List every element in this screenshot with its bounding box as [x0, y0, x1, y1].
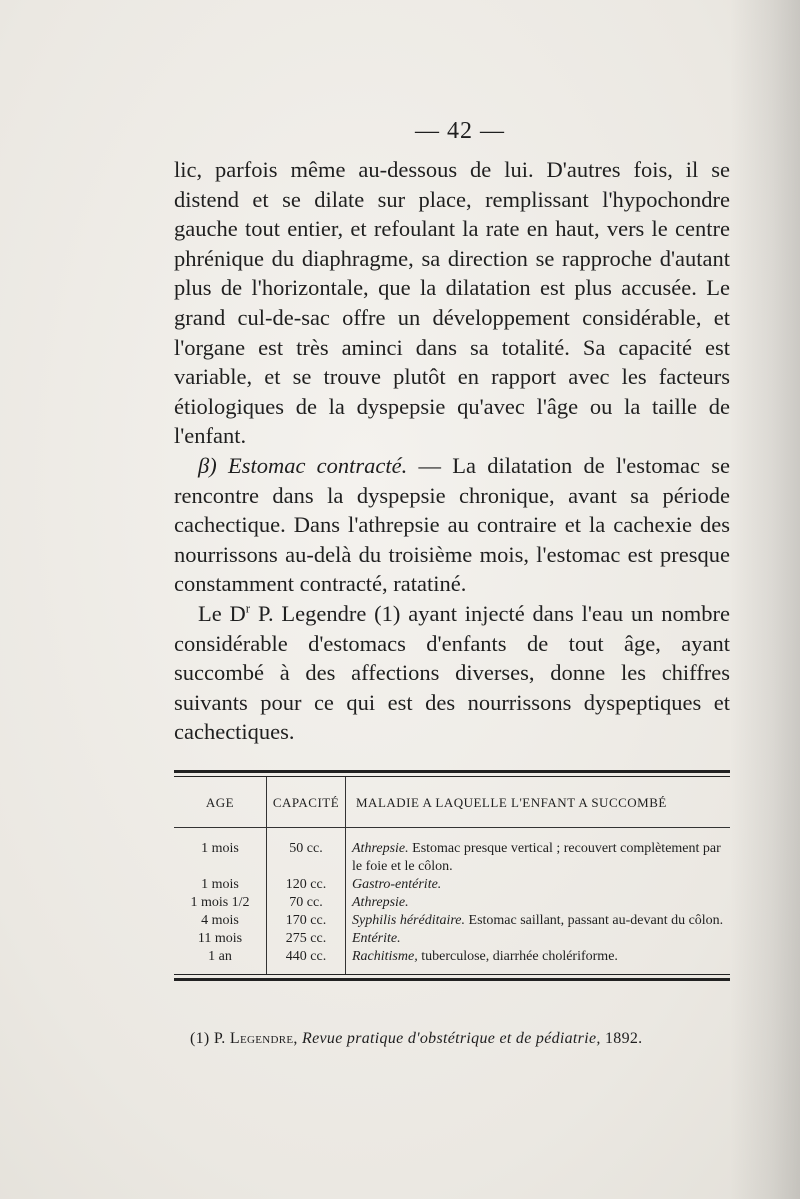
cell-capacite: 275 cc. [267, 930, 346, 948]
disease-note: Estomac saillant, passant au-devant du côlon. [465, 913, 724, 928]
disease-name: Gastro-entérite. [352, 877, 442, 892]
cell-maladie [346, 948, 731, 974]
header-capacite: CAPACITÉ [267, 777, 346, 828]
disease-note: tuberculose, diarrhée cholériforme. [417, 949, 618, 964]
page-edge-shadow [730, 0, 800, 1199]
paragraph-2-text: — La dilatation de l'estomac se rencontre dans la dyspepsie chronique, avant sa période cachectique. Dans l'athrepsie au contraire et la cachexie des nourrissons au-delà du troisième mois, l'estomac est presque constamment contracté, ratatiné. [174, 452, 730, 597]
section-heading: β) Estomac contracté. [198, 452, 408, 478]
footnote-journal: Revue pratique d'obstétrique et de pédiatrie, [302, 1030, 601, 1047]
disease-name: Entérite. [352, 931, 401, 946]
paragraph-2 [174, 451, 730, 599]
disease-name: Rachitisme, [352, 949, 418, 964]
cell-capacite: 70 cc. [267, 894, 346, 912]
capacity-table [174, 770, 730, 981]
table-row [174, 876, 730, 894]
table-row [174, 894, 730, 912]
table [174, 777, 730, 974]
table-row [174, 828, 730, 877]
footnote-year: 1892. [604, 1030, 643, 1047]
cell-maladie [346, 828, 731, 877]
paragraph-3 [174, 599, 730, 747]
footnote-author: Legendre, [229, 1030, 298, 1047]
page-number: — 42 — [415, 118, 505, 144]
cell-age: 1 mois [174, 876, 267, 894]
disease-name: Athrepsie. [352, 841, 409, 856]
cell-maladie [346, 876, 731, 894]
table-header-row [174, 777, 730, 828]
footnote [190, 1030, 750, 1048]
cell-capacite: 50 cc. [267, 828, 346, 877]
cell-capacite: 120 cc. [267, 876, 346, 894]
cell-maladie [346, 930, 731, 948]
cell-capacite: 170 cc. [267, 912, 346, 930]
table-row [174, 930, 730, 948]
cell-age: 1 an [174, 948, 267, 974]
body-text [174, 155, 730, 747]
cell-age: 11 mois [174, 930, 267, 948]
cell-capacite: 440 cc. [267, 948, 346, 974]
disease-name: Syphilis héréditaire. [352, 913, 466, 928]
cell-maladie [346, 894, 731, 912]
disease-name: Athrepsie. [352, 895, 409, 910]
header-maladie: MALADIE A LAQUELLE L'ENFANT A SUCCOMBÉ [346, 777, 731, 828]
table-row [174, 948, 730, 974]
paragraph-1: lic, parfois même au-dessous de lui. D'autres fois, il se distend et se dilate sur place, remplissant l'hypochondre gauche tout entier, et refoulant la rate en haut, vers le centre phrénique du diaphragme, sa direction se rapproche d'autant plus de l'horizontale, que la dilatation est plus accusée. Le grand cul-de-sac offre un développement considérable, et l'organe est très aminci dans sa totalité. Sa capacité est variable, et se trouve plutôt en rapport avec les facteurs étiologiques de la dyspepsie qu'avec l'âge ou la taille de l'enfant. [174, 157, 730, 449]
table-row [174, 912, 730, 930]
cell-age: 1 mois 1/2 [174, 894, 267, 912]
cell-age: 4 mois [174, 912, 267, 930]
paragraph-3-start: Le D [198, 600, 246, 626]
footnote-marker: (1) P. [190, 1030, 226, 1047]
disease-note: Estomac presque vertical ; recouvert complètement par le foie et le côlon. [352, 841, 721, 874]
cell-maladie [346, 912, 731, 930]
paragraph-3-text: P. Legendre (1) ayant injecté dans l'eau un nombre considérable d'estomacs d'enfants de tout âge, ayant succombé à des affections diverses, donne les chiffres suivants pour ce qui est des nourrissons dyspeptiques et cachectiques. [174, 600, 730, 745]
header-age: AGE [174, 777, 267, 828]
superscript: r [245, 600, 251, 616]
table-bottom-rule [174, 974, 730, 981]
cell-age: 1 mois [174, 828, 267, 877]
table-top-rule [174, 770, 730, 777]
